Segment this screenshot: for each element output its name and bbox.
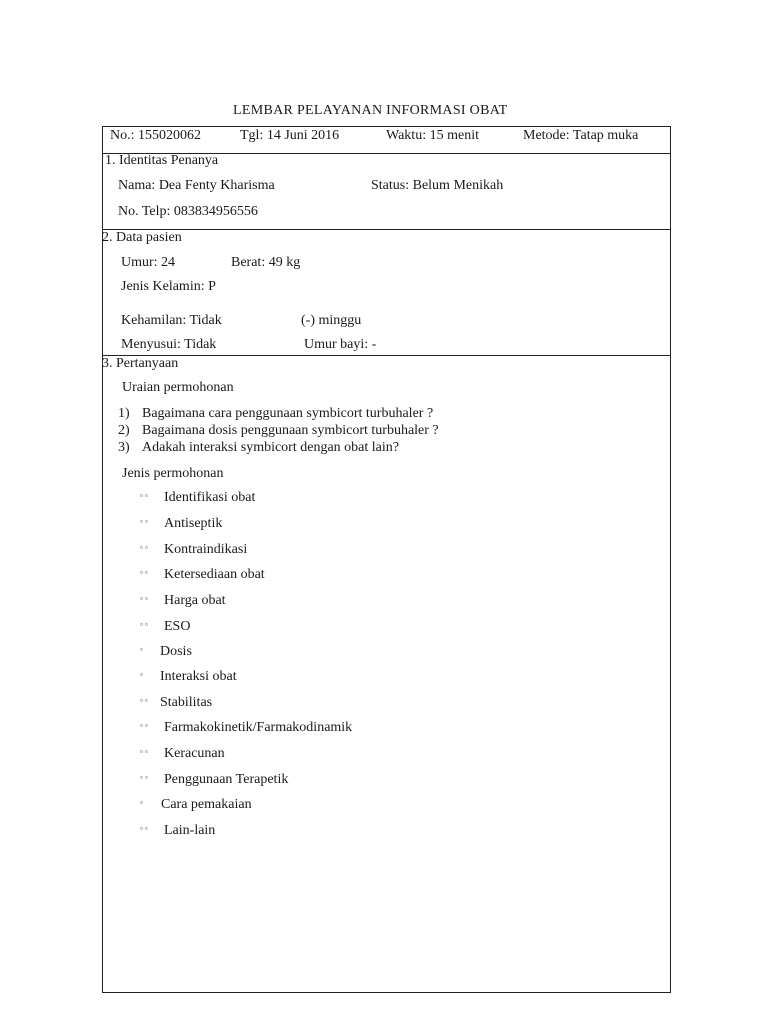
checkbox-icon[interactable]: ▫▫	[140, 517, 150, 526]
form-box	[102, 126, 671, 993]
inquirer-name: Nama: Dea Fenty Kharisma	[118, 178, 275, 193]
option-label: Kontraindikasi	[164, 542, 248, 557]
checkbox-icon[interactable]: ▫	[140, 645, 145, 654]
checkbox-icon[interactable]: ▫▫	[140, 491, 150, 500]
request-type-label: Jenis permohonan	[122, 466, 224, 481]
checkbox-icon[interactable]: ▫▫	[140, 594, 150, 603]
record-method: Metode: Tatap muka	[523, 128, 639, 143]
question-text: Bagaimana cara penggunaan symbicort turbuhaler ?	[142, 406, 434, 421]
record-duration: Waktu: 15 menit	[386, 128, 479, 143]
checkbox-icon[interactable]: ▫▫	[140, 543, 150, 552]
section2-heading: 2. Data pasien	[102, 230, 182, 245]
checkbox-icon[interactable]: ▫▫	[140, 620, 150, 629]
checkbox-icon[interactable]: ▫	[140, 798, 145, 807]
infant-age: Umur bayi: -	[304, 337, 377, 352]
option-label: Cara pemakaian	[161, 797, 252, 812]
checkbox-icon[interactable]: ▫▫	[140, 824, 150, 833]
divider-section2	[102, 355, 670, 356]
option-label: Keracunan	[164, 746, 225, 761]
option-label: Antiseptik	[164, 516, 223, 531]
question-number: 3)	[118, 440, 130, 455]
page-title: LEMBAR PELAYANAN INFORMASI OBAT	[233, 103, 508, 118]
option-label: Harga obat	[164, 593, 226, 608]
option-label: Ketersediaan obat	[164, 567, 265, 582]
inquirer-phone: No. Telp: 083834956556	[118, 204, 258, 219]
option-label: Penggunaan Terapetik	[164, 772, 289, 787]
patient-breastfeeding: Menyusui: Tidak	[121, 337, 217, 352]
option-label: Identifikasi obat	[164, 490, 256, 505]
section1-heading: 1. Identitas Penanya	[105, 153, 219, 168]
pregnancy-weeks: (-) minggu	[301, 313, 362, 328]
patient-weight: Berat: 49 kg	[231, 255, 301, 270]
section3-heading: 3. Pertanyaan	[102, 356, 179, 371]
question-number: 1)	[118, 406, 130, 421]
request-description-label: Uraian permohonan	[122, 380, 234, 395]
option-label: ESO	[164, 619, 191, 634]
question-text: Bagaimana dosis penggunaan symbicort turbuhaler ?	[142, 423, 439, 438]
option-label: Stabilitas	[160, 695, 213, 710]
option-label: Dosis	[160, 644, 192, 659]
patient-sex: Jenis Kelamin: P	[121, 279, 216, 294]
option-label: Farmakokinetik/Farmakodinamik	[164, 720, 353, 735]
checkbox-icon[interactable]: ▫	[140, 670, 145, 679]
divider-section1	[102, 229, 670, 230]
checkbox-icon[interactable]: ▫▫	[140, 747, 150, 756]
question-number: 2)	[118, 423, 130, 438]
checkbox-icon[interactable]: ▫▫	[140, 773, 150, 782]
question-text: Adakah interaksi symbicort dengan obat lain?	[142, 440, 399, 455]
record-number: No.: 155020062	[110, 128, 201, 143]
checkbox-icon[interactable]: ▫▫	[140, 568, 150, 577]
patient-pregnancy: Kehamilan: Tidak	[121, 313, 222, 328]
inquirer-status: Status: Belum Menikah	[371, 178, 504, 193]
checkbox-icon[interactable]: ▫▫	[140, 721, 150, 730]
checkbox-icon[interactable]: ▫▫	[140, 696, 150, 705]
option-label: Lain-lain	[164, 823, 216, 838]
option-label: Interaksi obat	[160, 669, 237, 684]
patient-age: Umur: 24	[121, 255, 176, 270]
record-date: Tgl: 14 Juni 2016	[240, 128, 340, 143]
